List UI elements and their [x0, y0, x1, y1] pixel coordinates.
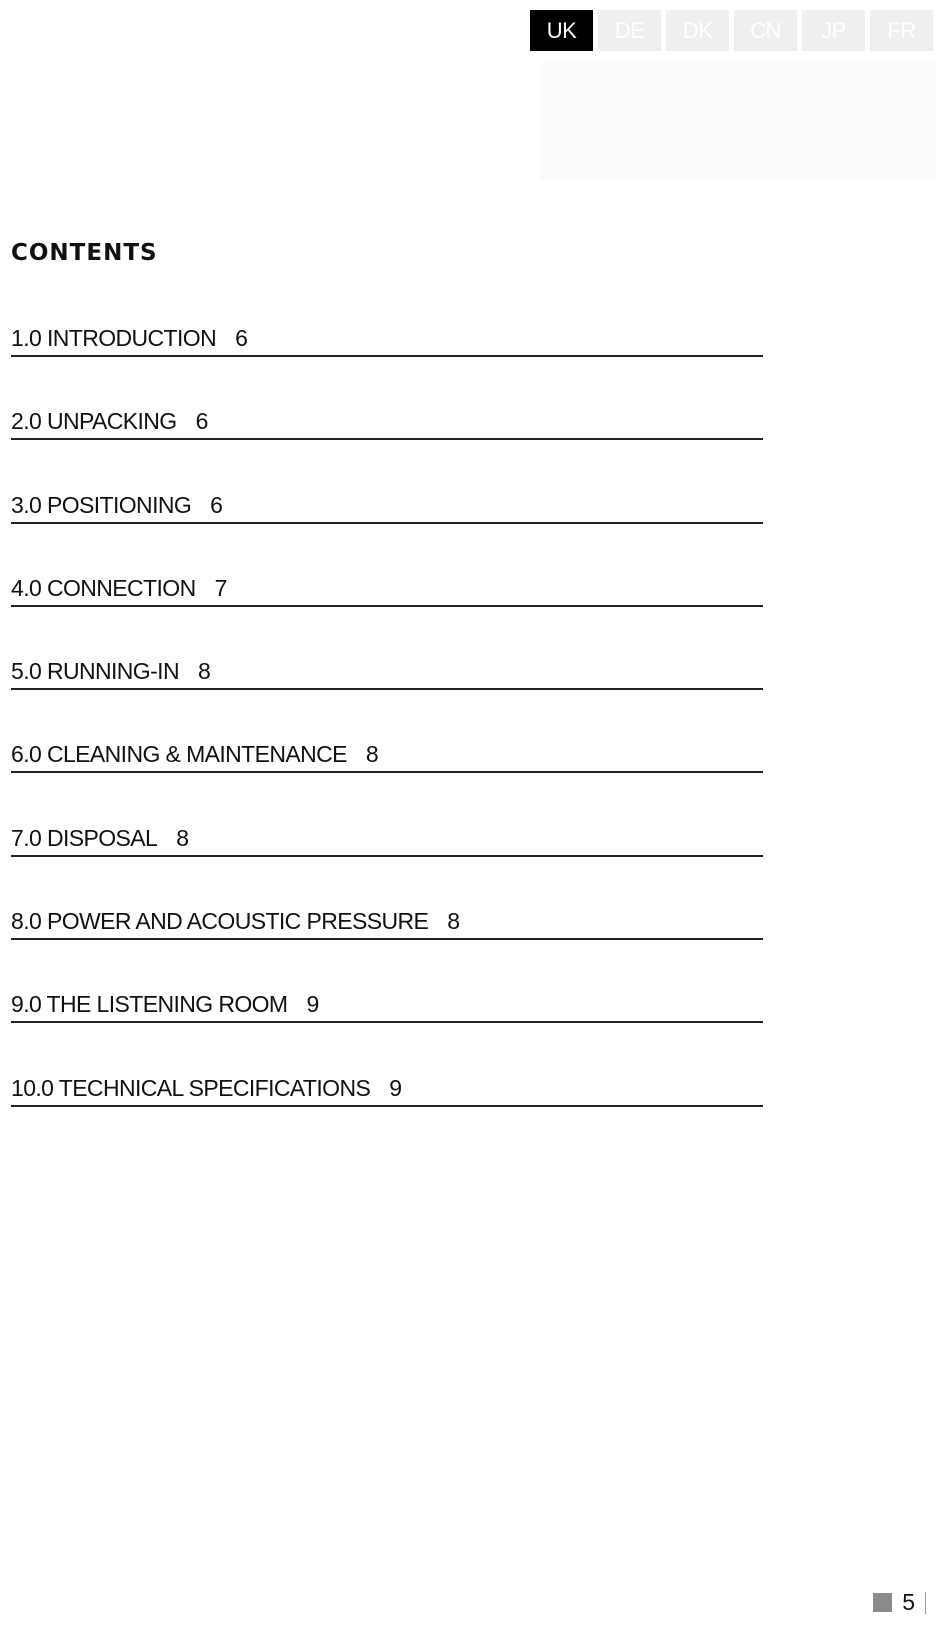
page-footer — [873, 1589, 926, 1616]
toc-label: 2.0 UNPACKING — [11, 408, 177, 435]
toc-row — [11, 1076, 763, 1107]
toc-page-number: 6 — [195, 408, 208, 435]
toc-page-number: 9 — [389, 1074, 402, 1101]
toc-label: 3.0 POSITIONING — [11, 491, 192, 518]
language-tab-uk[interactable]: UK — [530, 10, 593, 51]
toc-row — [11, 409, 763, 440]
toc-label: 6.0 CLEANING & MAINTENANCE — [11, 741, 347, 768]
language-tab-cn[interactable]: CN — [734, 10, 797, 51]
toc-entry[interactable] — [11, 972, 763, 1055]
page-number: 5 — [902, 1589, 915, 1615]
toc-entry[interactable] — [11, 389, 763, 472]
language-tab-dk[interactable]: DK — [666, 10, 729, 51]
toc-label: 5.0 RUNNING-IN — [11, 658, 179, 685]
toc-row — [11, 909, 763, 940]
language-tab-fr[interactable]: FR — [870, 10, 933, 51]
toc-row — [11, 493, 763, 524]
toc-row — [11, 742, 763, 773]
language-tab-de[interactable]: DE — [598, 10, 661, 51]
toc-page-number: 8 — [176, 824, 189, 851]
toc-entry[interactable] — [11, 306, 763, 389]
toc-entry[interactable] — [11, 473, 763, 556]
toc-label: 1.0 INTRODUCTION — [11, 325, 217, 351]
toc-page-number: 8 — [365, 741, 379, 768]
toc-row — [11, 992, 763, 1023]
toc-label: 4.0 CONNECTION — [11, 574, 196, 601]
toc-label: 9.0 THE LISTENING ROOM — [11, 991, 288, 1018]
toc-page-number: 8 — [447, 908, 460, 935]
table-of-contents — [11, 306, 763, 1139]
toc-page-number: 9 — [306, 991, 319, 1018]
toc-page-number: 8 — [197, 658, 211, 685]
toc-entry[interactable] — [11, 556, 763, 639]
footer-square-marker — [873, 1593, 892, 1612]
toc-entry[interactable] — [11, 889, 763, 972]
toc-row — [11, 659, 763, 690]
language-tabs-backdrop — [540, 62, 935, 180]
toc-entry[interactable] — [11, 639, 763, 722]
toc-label: 7.0 DISPOSAL — [11, 824, 158, 851]
footer-divider — [925, 1592, 926, 1614]
toc-label: 10.0 TECHNICAL SPECIFICATIONS — [11, 1074, 371, 1101]
toc-row — [11, 576, 763, 607]
toc-row — [11, 826, 763, 857]
toc-page-number: 7 — [214, 574, 227, 601]
language-tab-jp[interactable]: JP — [802, 10, 865, 51]
toc-page-number: 6 — [210, 491, 223, 518]
toc-entry[interactable] — [11, 722, 763, 805]
toc-label: 8.0 POWER AND ACOUSTIC PRESSURE — [11, 908, 429, 935]
toc-row — [11, 326, 763, 357]
language-tabs — [530, 10, 933, 51]
toc-entry[interactable] — [11, 1056, 763, 1139]
toc-entry[interactable] — [11, 806, 763, 889]
toc-page-number: 6 — [235, 325, 248, 351]
contents-heading: CONTENTS — [11, 240, 158, 266]
